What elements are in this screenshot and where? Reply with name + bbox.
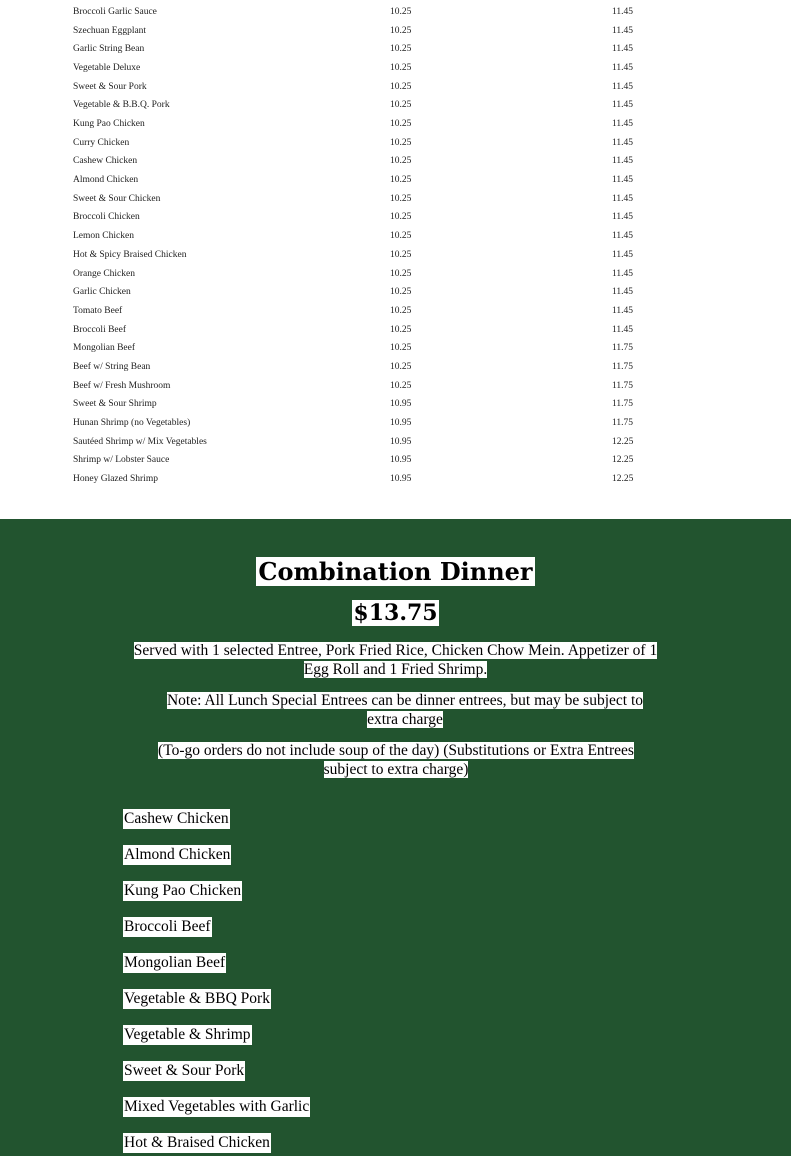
list-item: [123, 809, 310, 845]
dinner-price: 11.75: [612, 417, 634, 428]
lunch-price: 10.25: [390, 268, 412, 279]
lunch-price: 10.25: [390, 305, 412, 316]
item-name: Kung Pao Chicken: [73, 119, 145, 130]
lunch-price: 10.25: [390, 81, 412, 92]
combo-togo-note-text: (To-go orders do not include soup of the day) (Substitutions or Extra Entrees subject to extra charge): [158, 742, 634, 778]
item-name: Broccoli Beef: [73, 324, 127, 335]
table-row: [0, 437, 791, 455]
item-name: Sweet & Sour Shrimp: [73, 399, 157, 410]
entree-label: Cashew Chicken: [124, 810, 229, 827]
table-row: [0, 306, 791, 324]
item-name: Hot & Spicy Braised Chicken: [73, 249, 187, 260]
lunch-price: 10.95: [390, 436, 412, 447]
table-row: [0, 269, 791, 287]
item-name: Sautéed Shrimp w/ Mix Vegetables: [73, 436, 207, 447]
lunch-price: 10.25: [390, 343, 412, 354]
dinner-price: 11.45: [612, 63, 634, 74]
table-row: [0, 381, 791, 399]
dinner-price: 11.45: [612, 305, 634, 316]
dinner-price: 11.45: [612, 81, 634, 92]
item-name: Honey Glazed Shrimp: [73, 474, 158, 484]
combo-title-text: Combination Dinner: [258, 557, 533, 586]
dinner-price: 12.25: [612, 436, 634, 447]
list-item: [123, 1025, 310, 1061]
item-name: Hunan Shrimp (no Vegetables): [73, 417, 191, 428]
lunch-price: 10.25: [390, 249, 412, 260]
dinner-price: 11.45: [612, 287, 634, 298]
item-name: Shrimp w/ Lobster Sauce: [73, 455, 170, 466]
item-name: Broccoli Garlic Sauce: [73, 7, 157, 17]
list-item: [123, 1097, 310, 1133]
dinner-price: 11.45: [612, 44, 634, 55]
combo-note: [150, 691, 660, 729]
dinner-price: 11.75: [612, 343, 634, 354]
lunch-price: 10.25: [390, 119, 412, 130]
table-row: [0, 156, 791, 174]
entree-label: Almond Chicken: [124, 846, 231, 863]
table-row: [0, 455, 791, 473]
item-name: Orange Chicken: [73, 268, 135, 279]
dinner-price: 11.45: [612, 156, 634, 167]
entree-label: Hot & Braised Chicken: [124, 1134, 270, 1151]
dinner-price: 11.45: [612, 25, 634, 36]
table-row: [0, 82, 791, 100]
list-item: [123, 1133, 310, 1169]
lunch-price: 10.25: [390, 7, 412, 17]
dinner-price: 11.45: [612, 212, 634, 223]
combo-togo-note: [140, 741, 652, 779]
combo-description: [120, 641, 671, 679]
combination-dinner-section: [0, 519, 791, 1156]
dinner-price: 11.45: [612, 119, 634, 130]
lunch-price: 10.95: [390, 399, 412, 410]
table-row: [0, 474, 791, 492]
combo-price-text: $13.75: [353, 600, 438, 626]
table-row: [0, 100, 791, 118]
item-name: Curry Chicken: [73, 137, 130, 148]
lunch-price: 10.25: [390, 25, 412, 36]
table-row: [0, 44, 791, 62]
entree-label: Broccoli Beef: [124, 918, 211, 935]
table-row: [0, 362, 791, 380]
item-name: Cashew Chicken: [73, 156, 138, 167]
dinner-price: 12.25: [612, 474, 634, 484]
lunch-price: 10.25: [390, 231, 412, 242]
dinner-price: 11.75: [612, 361, 634, 372]
table-row: [0, 7, 791, 25]
lunch-price: 10.25: [390, 212, 412, 223]
table-row: [0, 287, 791, 305]
list-item: [123, 953, 310, 989]
table-row: [0, 194, 791, 212]
lunch-price: 10.25: [390, 287, 412, 298]
lunch-price: 10.25: [390, 193, 412, 204]
entree-label: Kung Pao Chicken: [124, 882, 242, 899]
dinner-price: 11.45: [612, 193, 634, 204]
table-row: [0, 175, 791, 193]
entree-label: Vegetable & Shrimp: [124, 1026, 251, 1043]
entree-label: Mixed Vegetables with Garlic: [124, 1098, 310, 1115]
lunch-dinner-price-table: [0, 0, 791, 519]
dinner-price: 11.45: [612, 268, 634, 279]
item-name: Vegetable Deluxe: [73, 63, 141, 74]
table-row: [0, 63, 791, 81]
item-name: Beef w/ String Bean: [73, 361, 151, 372]
item-name: Garlic Chicken: [73, 287, 131, 298]
lunch-price: 10.25: [390, 63, 412, 74]
dinner-price: 11.45: [612, 175, 634, 186]
lunch-price: 10.25: [390, 100, 412, 111]
lunch-price: 10.25: [390, 44, 412, 55]
dinner-price: 11.45: [612, 324, 634, 335]
list-item: [123, 917, 310, 953]
list-item: [123, 989, 310, 1025]
item-name: Almond Chicken: [73, 175, 139, 186]
lunch-price: 10.95: [390, 455, 412, 466]
lunch-price: 10.95: [390, 474, 412, 484]
table-row: [0, 119, 791, 137]
table-row: [0, 138, 791, 156]
dinner-price: 11.45: [612, 100, 634, 111]
item-name: Mongolian Beef: [73, 343, 136, 354]
item-name: Sweet & Sour Pork: [73, 81, 147, 92]
dinner-price: 11.45: [612, 249, 634, 260]
table-row: [0, 399, 791, 417]
table-row: [0, 343, 791, 361]
lunch-price: 10.25: [390, 175, 412, 186]
combo-title: [0, 556, 791, 588]
entree-label: Mongolian Beef: [124, 954, 226, 971]
item-name: Sweet & Sour Chicken: [73, 193, 161, 204]
dinner-price: 11.75: [612, 399, 634, 410]
item-name: Garlic String Bean: [73, 44, 145, 55]
list-item: [123, 881, 310, 917]
item-name: Lemon Chicken: [73, 231, 134, 242]
combo-entree-list: [123, 809, 310, 1169]
dinner-price: 11.45: [612, 7, 634, 17]
item-name: Szechuan Eggplant: [73, 25, 147, 36]
list-item: [123, 845, 310, 881]
lunch-price: 10.25: [390, 380, 412, 391]
lunch-price: 10.25: [390, 361, 412, 372]
combo-note-text: Note: All Lunch Special Entrees can be dinner entrees, but may be subject to extra charge: [166, 692, 644, 728]
table-row: [0, 231, 791, 249]
entree-label: Vegetable & BBQ Pork: [124, 990, 270, 1007]
table-row: [0, 212, 791, 230]
combo-description-text: Served with 1 selected Entree, Pork Fried Rice, Chicken Chow Mein. Appetizer of 1 Egg Roll and 1 Fried Shrimp.: [133, 642, 658, 678]
entree-label: Sweet & Sour Pork: [124, 1062, 245, 1079]
dinner-price: 11.75: [612, 380, 634, 391]
table-row: [0, 418, 791, 436]
item-name: Beef w/ Fresh Mushroom: [73, 380, 171, 391]
dinner-price: 11.45: [612, 137, 634, 148]
lunch-price: 10.95: [390, 417, 412, 428]
dinner-price: 12.25: [612, 455, 634, 466]
table-row: [0, 325, 791, 343]
lunch-price: 10.25: [390, 324, 412, 335]
item-name: Tomato Beef: [73, 305, 123, 316]
lunch-price: 10.25: [390, 137, 412, 148]
combo-price: [0, 598, 791, 629]
table-row: [0, 250, 791, 268]
dinner-price: 11.45: [612, 231, 634, 242]
table-row: [0, 26, 791, 44]
lunch-price: 10.25: [390, 156, 412, 167]
item-name: Broccoli Chicken: [73, 212, 140, 223]
list-item: [123, 1061, 310, 1097]
item-name: Vegetable & B.B.Q. Pork: [73, 100, 170, 111]
